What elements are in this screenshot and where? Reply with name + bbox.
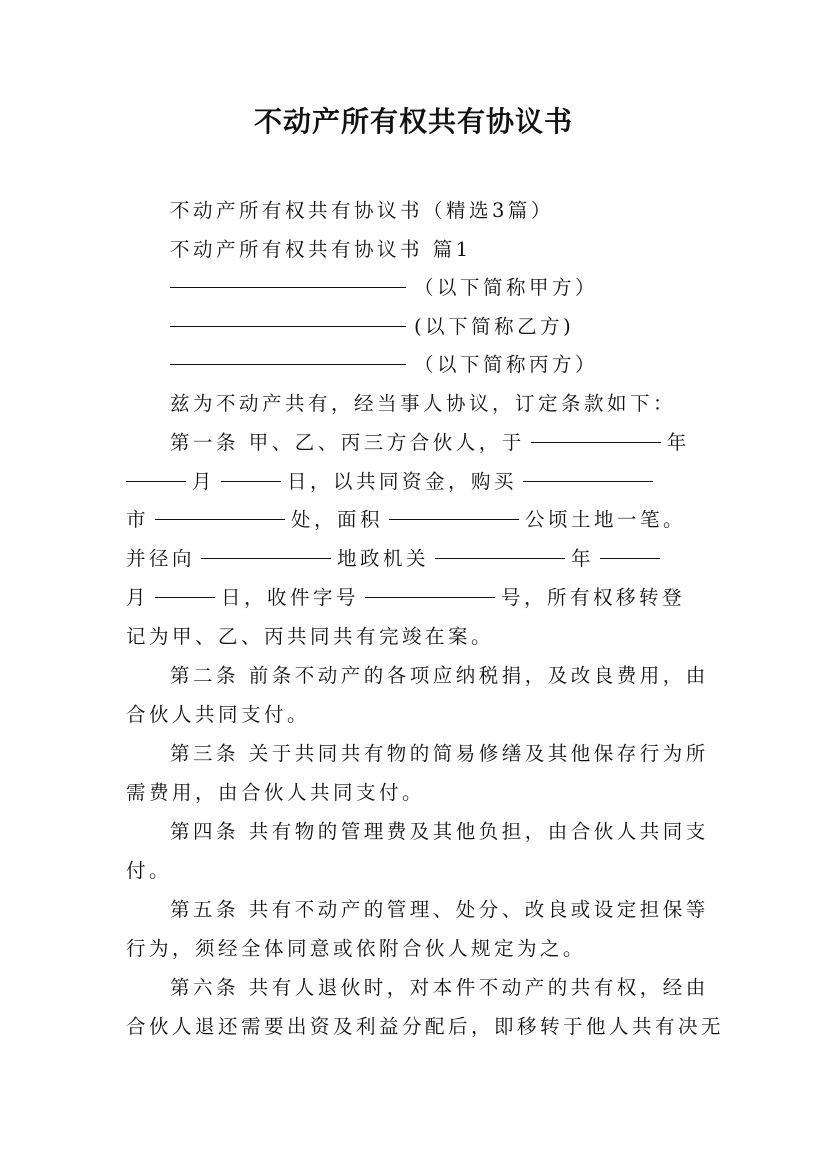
- art1-text: 处，面积: [291, 508, 384, 531]
- art1-text: 年: [571, 547, 595, 570]
- art6-line2: 合伙人退还需要出资及利益分配后，即移转于他人共有决无: [126, 1015, 725, 1038]
- art1-text: 第一条 甲、乙、丙三方合伙人，于: [170, 431, 525, 454]
- art2-line1: 第二条 前条不动产的各项应纳税捐，及改良费用，由: [170, 664, 709, 687]
- art1-line1: [170, 424, 690, 462]
- party-b-line: [170, 308, 574, 346]
- art2-line2: 合伙人共同支付。: [126, 703, 311, 726]
- art5-line2: 行为，须经全体同意或依附合伙人规定为之。: [126, 937, 587, 960]
- art1-text: 并径向: [126, 547, 196, 570]
- reg-year-blank: [435, 540, 565, 559]
- art1-line2: [126, 463, 659, 501]
- art4-line1: 第四条 共有物的管理费及其他负担，由合伙人共同支: [170, 820, 709, 843]
- party-a-line: [170, 269, 598, 307]
- art1-line6: 记为甲、乙、丙共同共有完竣在案。: [126, 625, 495, 648]
- section-heading: 不动产所有权共有协议书 篇1: [170, 238, 472, 261]
- art3-line1: 第三条 关于共同共有物的简易修缮及其他保存行为所: [170, 742, 709, 765]
- party-c-blank: [170, 346, 406, 365]
- party-a-label: （以下简称甲方）: [414, 276, 599, 299]
- party-c-line: [170, 346, 598, 384]
- bureau-blank: [201, 540, 331, 559]
- reg-day-blank: [155, 579, 215, 598]
- receipt-no-blank: [365, 579, 495, 598]
- art1-text: 月: [126, 586, 150, 609]
- art5-line1: 第五条 共有不动产的管理、处分、改良或设定担保等: [170, 898, 709, 921]
- art1-text: 日，收件字号: [221, 586, 360, 609]
- location-blank: [155, 501, 285, 520]
- intro-line: 不动产所有权共有协议书（精选3篇）: [170, 199, 554, 222]
- day-blank: [221, 463, 281, 482]
- preamble: 兹为不动产共有，经当事人协议，订定条款如下：: [170, 392, 677, 415]
- purchase-blank: [523, 463, 653, 482]
- month-blank: [126, 463, 186, 482]
- year-blank: [531, 424, 661, 443]
- art3-line2: 需费用，由合伙人共同支付。: [126, 781, 426, 804]
- art1-text: 地政机关: [337, 547, 430, 570]
- party-b-blank: [170, 308, 406, 327]
- art1-text: 市: [126, 508, 150, 531]
- art1-line5: [126, 579, 685, 617]
- art1-line4: [126, 540, 666, 578]
- area-blank: [389, 501, 519, 520]
- party-b-label: (以下简称乙方): [414, 315, 575, 338]
- art1-line3: [126, 501, 686, 539]
- art1-text: 号，所有权移转登: [501, 586, 686, 609]
- art1-text: 月: [192, 470, 216, 493]
- art1-text: 年: [666, 431, 690, 454]
- art4-line2: 付。: [126, 859, 173, 882]
- reg-month-blank: [600, 540, 660, 559]
- art1-text: 公顷土地一笔。: [525, 508, 687, 531]
- party-c-label: （以下简称丙方）: [414, 353, 599, 376]
- art6-line1: 第六条 共有人退伙时，对本件不动产的共有权，经由: [170, 976, 709, 999]
- document-title: 不动产所有权共有协议书: [253, 105, 573, 138]
- art1-text: 日，以共同资金，购买: [287, 470, 518, 493]
- party-a-blank: [170, 269, 406, 288]
